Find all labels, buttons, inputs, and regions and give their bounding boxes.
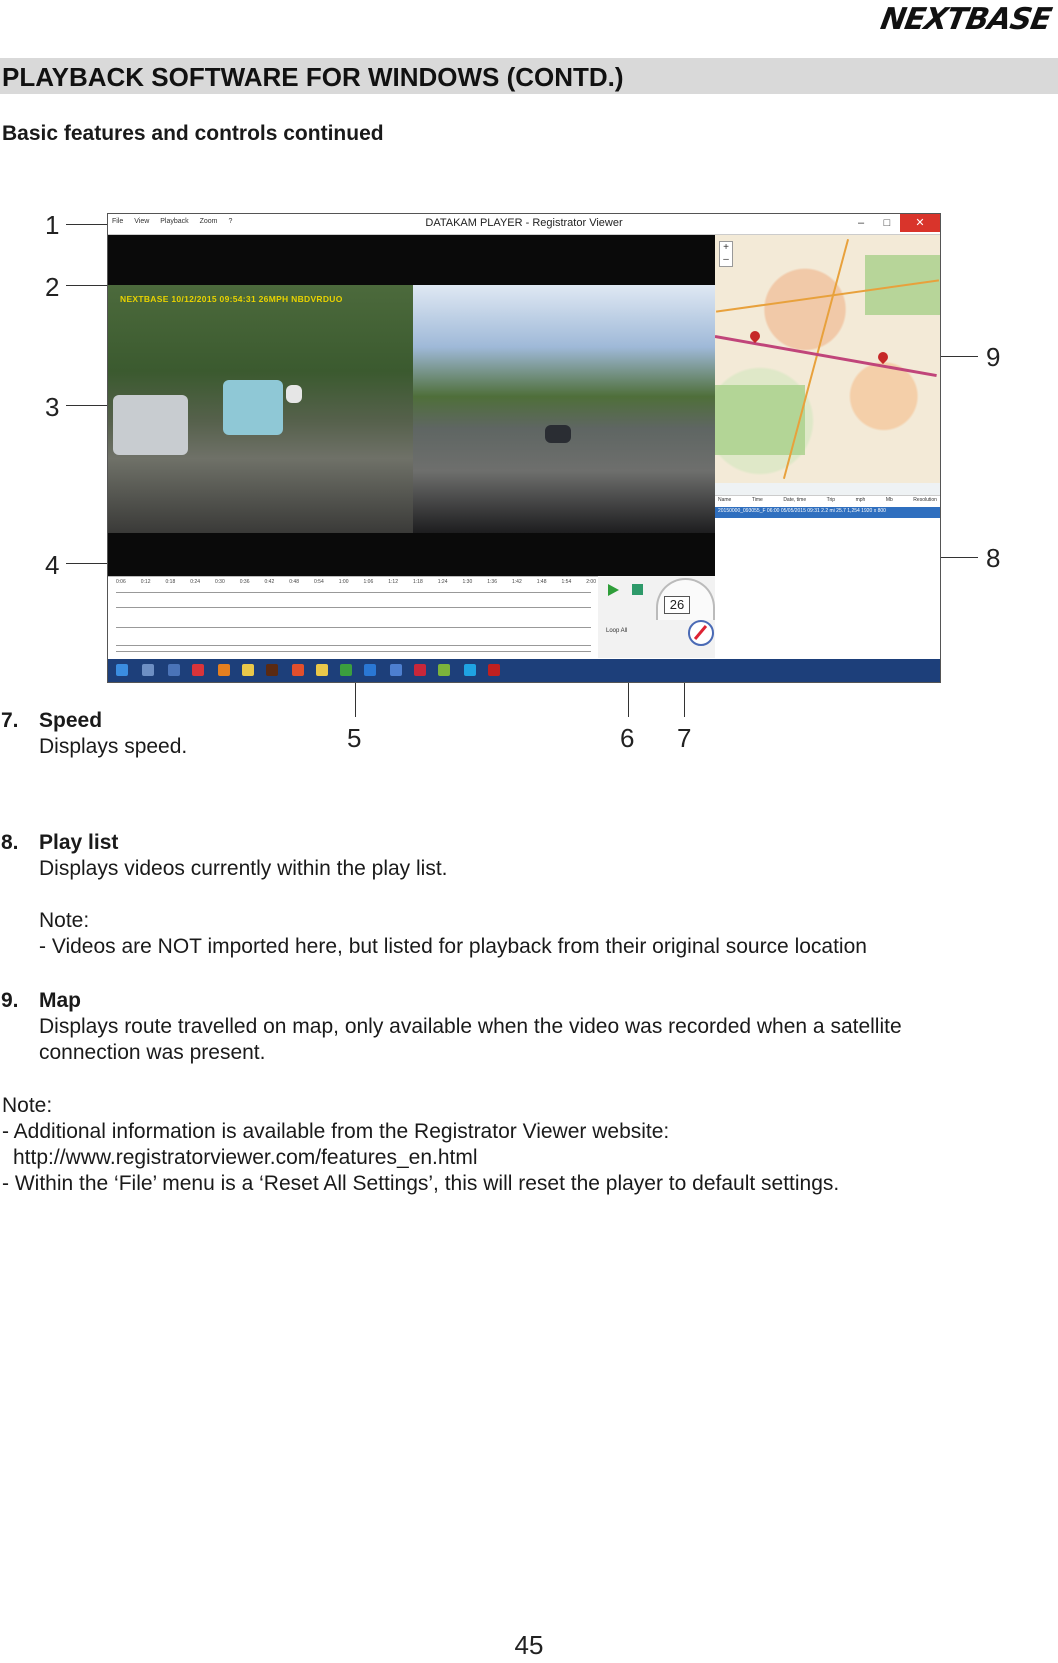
player-window [107,213,941,683]
map-zoom-control[interactable]: + – [719,241,733,267]
item-note-label: Note: [39,909,90,932]
taskbar-app-icon[interactable] [340,664,352,676]
timeline-row [116,645,591,646]
tick-label: 1:00 [338,579,349,585]
front-camera-video [413,285,715,533]
callout-9: 9 [986,342,1001,372]
tick-label: 0:12 [140,579,151,585]
tick-label: 0:06 [116,579,126,585]
taskbar-app-icon[interactable] [488,664,500,676]
callout-3: 3 [45,392,60,422]
windows-taskbar [108,659,940,682]
timeline-row [116,607,591,608]
playlist-row[interactable]: 20150000_093055_F 06:00 05/05/2015 09:31 2.2 mi 25.7 1,254 1920 x 800 [715,507,940,518]
map-view[interactable] [715,235,940,483]
menu-view[interactable]: View [134,218,150,225]
col-date-time: Date, time [783,497,807,503]
timeline-graph[interactable] [108,576,598,659]
video-view[interactable] [108,235,715,576]
car-image [113,395,188,455]
tick-label: 0:48 [289,579,299,585]
callout-7: 7 [677,723,692,753]
item-number: 8. [1,831,19,854]
tick-label: 0:24 [190,579,200,585]
tick-label: 1:48 [536,579,547,585]
callout-8: 8 [986,543,1001,573]
taskbar-app-icon[interactable] [438,664,450,676]
car-image [286,385,302,403]
col-mph: mph [855,497,866,503]
tick-label: 0:18 [165,579,176,585]
window-controls [848,214,940,232]
compass-icon [688,620,714,646]
callout-4: 4 [45,550,60,580]
taskbar-app-icon[interactable] [192,664,204,676]
page-number: 45 [514,1630,544,1660]
playlist-toolbar[interactable] [715,483,940,496]
note-line: - Within the ‘File’ menu is a ‘Reset All Settings’, this will reset the player to default settings. [2,1172,840,1195]
tick-label: 0:30 [215,579,225,585]
item-speed [1,708,188,760]
timeline-row [116,592,591,593]
item-description: Displays speed. [39,735,188,758]
tick-label: 1:12 [388,579,398,585]
speed-readout: 26 [664,596,690,614]
col-name: Name [718,497,732,503]
taskbar-app-icon[interactable] [142,664,154,676]
taskbar-app-icon[interactable] [292,664,304,676]
item-description-cont: connection was present. [39,1041,266,1064]
item-title: Speed [39,709,103,732]
minimize-button[interactable]: – [857,217,865,229]
section-banner [0,58,1058,94]
taskbar-app-icon[interactable] [364,664,376,676]
footer-note [2,1093,839,1197]
item-number: 7. [1,709,19,732]
item-note-text: - Videos are NOT imported here, but listed for playback from their original source location [39,935,867,958]
close-button[interactable]: ✕ [900,214,940,232]
play-icon[interactable] [608,584,619,596]
taskbar-app-icon[interactable] [168,664,180,676]
tick-label: 0:36 [239,579,250,585]
window-titlebar [108,214,940,235]
tick-label: 1:54 [561,579,572,585]
timeline-row [116,627,591,628]
play-list [715,483,940,659]
item-play-list [1,830,867,960]
tick-label: 1:06 [363,579,374,585]
menu-zoom[interactable]: Zoom [199,218,218,225]
menu-help[interactable]: ? [228,218,233,225]
callout-line-1 [66,224,107,225]
taskbar-app-icon[interactable] [316,664,328,676]
rear-camera-video [108,285,413,533]
window-title: DATAKAM PLAYER - Registrator Viewer [425,217,623,229]
col-time: Time [751,497,763,503]
taskbar-app-icon[interactable] [464,664,476,676]
taskbar-app-icon[interactable] [414,664,426,676]
map-pin-icon [876,350,890,364]
tick-label: 1:24 [437,579,448,585]
col-mb: Mb [885,497,893,503]
col-resolution: Resolution [913,497,937,503]
taskbar-app-icon[interactable] [242,664,254,676]
tick-label: 0:42 [264,579,275,585]
tick-label: 1:42 [512,579,522,585]
nextbase-logo: NEXTBASE [877,2,1054,37]
loop-all-checkbox[interactable]: Loop All [606,628,628,634]
maximize-button[interactable]: □ [883,217,891,229]
stop-icon[interactable] [632,584,643,595]
tick-label: 2:00 [586,579,596,585]
playlist-header [715,496,940,507]
item-map [1,988,902,1066]
note-label: Note: [2,1094,53,1117]
item-description: Displays videos currently within the play list. [39,857,448,880]
timeline-row [116,651,591,652]
tick-label: 1:30 [462,579,473,585]
route-line [715,335,937,377]
item-title: Play list [39,831,119,854]
tick-label: 0:54 [314,579,324,585]
note-line: - Additional information is available from the Registrator Viewer website: [2,1120,670,1143]
menu-file[interactable]: File [112,218,124,225]
callout-6: 6 [620,723,635,753]
callout-5: 5 [347,723,362,753]
taskbar-app-icon[interactable] [266,664,278,676]
callout-2: 2 [45,272,60,302]
video-info-overlay: NEXTBASE 10/12/2015 09:54:31 26MPH NBDVRDUO [120,294,343,304]
tick-label: 1:18 [413,579,423,585]
col-trip: Trip [826,497,836,503]
menu-playback[interactable]: Playback [160,218,189,225]
section-subtitle: Basic features and controls continued [2,122,384,145]
taskbar-app-icon[interactable] [218,664,230,676]
website-link[interactable]: http://www.registratorviewer.com/features_en.html [13,1146,478,1169]
item-title: Map [39,989,81,1012]
playback-controls [598,576,715,658]
car-image [223,380,283,435]
item-number: 9. [1,989,19,1012]
start-icon[interactable] [116,664,128,676]
tick-label: 1:36 [487,579,497,585]
callout-1: 1 [45,210,60,240]
timeline-ticks [116,579,596,589]
taskbar-app-icon[interactable] [390,664,402,676]
page-title: PLAYBACK SOFTWARE FOR WINDOWS (CONTD.) [2,62,624,92]
item-description: Displays route travelled on map, only available when the video was recorded when a satellite [39,1015,902,1038]
car-image [545,425,571,443]
